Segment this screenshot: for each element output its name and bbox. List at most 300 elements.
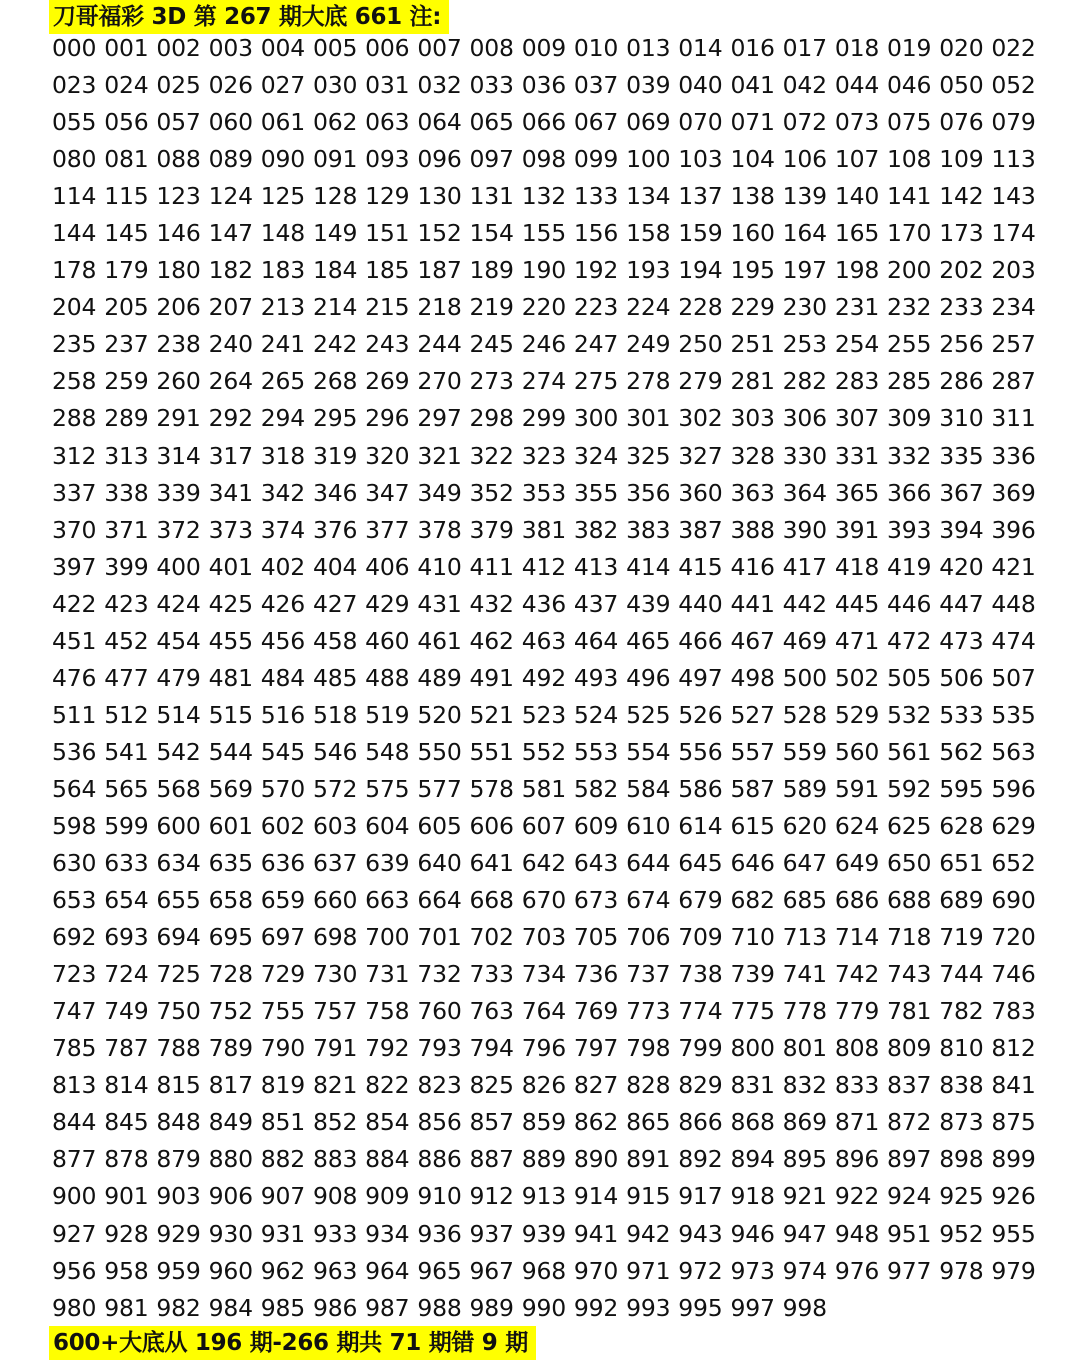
- number-cell: 779: [834, 997, 880, 1026]
- number-cell: 155: [521, 219, 566, 248]
- number-cell: 903: [156, 1182, 201, 1211]
- number-cell: 603: [312, 811, 358, 840]
- number-row: [52, 104, 1042, 141]
- number-cell: 808: [834, 1034, 880, 1063]
- number-cell: 489: [417, 663, 462, 692]
- number-cell: 144: [52, 219, 97, 248]
- number-cell: 660: [312, 886, 358, 915]
- number-cell: 415: [678, 552, 723, 581]
- number-cell: 797: [573, 1034, 619, 1063]
- number-cell: 682: [730, 886, 775, 915]
- number-cell: 887: [469, 1145, 514, 1174]
- number-cell: 081: [104, 145, 149, 174]
- number-row: [52, 1216, 1042, 1253]
- number-cell: 821: [312, 1071, 358, 1100]
- number-cell: 220: [521, 293, 566, 322]
- number-cell: 440: [678, 589, 723, 618]
- number-cell: 040: [678, 71, 723, 100]
- number-cell: 610: [626, 811, 671, 840]
- number-cell: 871: [834, 1108, 880, 1137]
- number-cell: 668: [469, 886, 514, 915]
- number-cell: 366: [887, 478, 932, 507]
- number-cell: 514: [156, 700, 201, 729]
- number-cell: 890: [573, 1145, 619, 1174]
- number-cell: 845: [104, 1108, 149, 1137]
- number-cell: 724: [104, 960, 149, 989]
- number-cell: 607: [521, 811, 566, 840]
- number-cell: 788: [156, 1034, 201, 1063]
- number-cell: 387: [678, 515, 723, 544]
- number-cell: 922: [834, 1182, 880, 1211]
- number-cell: 093: [365, 145, 410, 174]
- number-cell: 587: [730, 774, 775, 803]
- number-cell: 437: [573, 589, 619, 618]
- number-cell: 931: [260, 1219, 306, 1248]
- number-cell: 108: [887, 145, 932, 174]
- number-cell: 324: [573, 441, 619, 470]
- number-cell: 206: [156, 293, 201, 322]
- number-cell: 886: [417, 1145, 462, 1174]
- number-cell: 256: [939, 330, 984, 359]
- number-cell: 565: [104, 774, 149, 803]
- number-cell: 880: [208, 1145, 253, 1174]
- number-cell: 067: [573, 108, 619, 137]
- number-cell: 515: [208, 700, 253, 729]
- number-cell: 400: [156, 552, 201, 581]
- number-row: [52, 1104, 1042, 1141]
- number-cell: 725: [156, 960, 201, 989]
- number-cell: 658: [208, 886, 253, 915]
- number-cell: 330: [782, 441, 827, 470]
- number-cell: 187: [417, 256, 462, 285]
- number-cell: 192: [573, 256, 619, 285]
- number-cell: 997: [730, 1293, 775, 1322]
- number-row: [52, 845, 1042, 882]
- number-cell: 828: [626, 1071, 671, 1100]
- number-cell: 702: [469, 923, 514, 952]
- number-cell: 963: [312, 1256, 358, 1285]
- number-cell: 328: [730, 441, 775, 470]
- number-row: [52, 67, 1042, 104]
- number-cell: 291: [156, 404, 201, 433]
- number-cell: 369: [991, 478, 1036, 507]
- number-row: [52, 549, 1042, 586]
- number-cell: 341: [208, 478, 253, 507]
- number-cell: 420: [939, 552, 984, 581]
- number-cell: 143: [991, 182, 1036, 211]
- number-cell: 080: [52, 145, 97, 174]
- number-cell: 939: [521, 1219, 566, 1248]
- number-cell: 553: [573, 737, 619, 766]
- number-cell: 462: [469, 626, 514, 655]
- number-cell: 076: [939, 108, 984, 137]
- number-cell: 088: [156, 145, 201, 174]
- number-cell: 237: [104, 330, 149, 359]
- number-cell: 865: [626, 1108, 671, 1137]
- number-cell: 917: [678, 1182, 723, 1211]
- number-cell: 069: [626, 108, 671, 137]
- number-cell: 894: [730, 1145, 775, 1174]
- number-cell: 633: [104, 849, 149, 878]
- number-cell: 895: [782, 1145, 827, 1174]
- number-cell: 947: [782, 1219, 827, 1248]
- number-cell: 485: [312, 663, 358, 692]
- number-cell: 670: [521, 886, 566, 915]
- number-cell: 649: [834, 849, 880, 878]
- number-cell: 283: [834, 367, 880, 396]
- number-cell: 372: [156, 515, 201, 544]
- number-cell: 103: [678, 145, 723, 174]
- number-cell: 989: [469, 1293, 514, 1322]
- number-cell: 259: [104, 367, 149, 396]
- number-cell: 204: [52, 293, 97, 322]
- number-cell: 346: [312, 478, 358, 507]
- number-cell: 934: [365, 1219, 410, 1248]
- number-cell: 731: [365, 960, 410, 989]
- number-cell: 783: [991, 997, 1036, 1026]
- number-cell: 848: [156, 1108, 201, 1137]
- number-cell: 659: [260, 886, 306, 915]
- number-cell: 741: [782, 960, 827, 989]
- number-cell: 394: [939, 515, 984, 544]
- number-cell: 452: [104, 626, 149, 655]
- number-cell: 746: [991, 960, 1036, 989]
- number-cell: 213: [260, 293, 306, 322]
- number-cell: 481: [208, 663, 253, 692]
- number-cell: 347: [365, 478, 410, 507]
- number-cell: 214: [312, 293, 358, 322]
- number-cell: 734: [521, 960, 566, 989]
- number-cell: 790: [260, 1034, 306, 1063]
- number-cell: 070: [678, 108, 723, 137]
- number-cell: 060: [208, 108, 253, 137]
- number-row: [52, 771, 1042, 808]
- number-cell: 794: [469, 1034, 514, 1063]
- number-cell: 604: [365, 811, 410, 840]
- number-cell: 796: [521, 1034, 566, 1063]
- number-cell: 174: [991, 219, 1036, 248]
- number-cell: 115: [104, 182, 149, 211]
- number-cell: 476: [52, 663, 97, 692]
- number-cell: 952: [939, 1219, 984, 1248]
- number-cell: 075: [887, 108, 932, 137]
- number-cell: 710: [730, 923, 775, 952]
- number-row: [52, 1253, 1042, 1290]
- number-cell: 295: [312, 404, 358, 433]
- number-cell: 862: [573, 1108, 619, 1137]
- number-cell: 178: [52, 256, 97, 285]
- number-cell: 914: [573, 1182, 619, 1211]
- number-cell: 685: [782, 886, 827, 915]
- number-cell: 156: [573, 219, 619, 248]
- number-cell: 713: [782, 923, 827, 952]
- number-cell: 654: [104, 886, 149, 915]
- number-cell: 426: [260, 589, 306, 618]
- number-cell: 694: [156, 923, 201, 952]
- number-cell: 337: [52, 478, 97, 507]
- number-cell: 309: [887, 404, 932, 433]
- number-cell: 288: [52, 404, 97, 433]
- number-cell: 551: [469, 737, 514, 766]
- number-cell: 235: [52, 330, 97, 359]
- number-cell: 312: [52, 441, 97, 470]
- number-cell: 841: [991, 1071, 1036, 1100]
- number-row: [52, 882, 1042, 919]
- number-cell: 257: [991, 330, 1036, 359]
- number-cell: 164: [782, 219, 827, 248]
- number-cell: 287: [991, 367, 1036, 396]
- number-cell: 184: [312, 256, 358, 285]
- number-cell: 921: [782, 1182, 827, 1211]
- number-cell: 004: [260, 34, 306, 62]
- number-cell: 474: [991, 626, 1036, 655]
- number-cell: 561: [887, 737, 932, 766]
- number-cell: 303: [730, 404, 775, 433]
- number-cell: 497: [678, 663, 723, 692]
- number-cell: 422: [52, 589, 97, 618]
- number-cell: 250: [678, 330, 723, 359]
- number-cell: 878: [104, 1145, 149, 1174]
- number-cell: 491: [469, 663, 514, 692]
- number-cell: 511: [52, 700, 97, 729]
- number-cell: 037: [573, 71, 619, 100]
- number-cell: 525: [626, 700, 671, 729]
- number-cell: 703: [521, 923, 566, 952]
- number-cell: 907: [260, 1182, 306, 1211]
- number-cell: 219: [469, 293, 514, 322]
- number-cell: 569: [208, 774, 253, 803]
- number-cell: 528: [782, 700, 827, 729]
- number-cell: 286: [939, 367, 984, 396]
- number-cell: 079: [991, 108, 1036, 137]
- number-cell: 465: [626, 626, 671, 655]
- number-cell: 479: [156, 663, 201, 692]
- number-cell: 006: [365, 34, 410, 62]
- number-cell: 958: [104, 1256, 149, 1285]
- number-cell: 987: [365, 1293, 410, 1322]
- number-cell: 572: [312, 774, 358, 803]
- number-cell: 141: [887, 182, 932, 211]
- number-cell: 300: [573, 404, 619, 433]
- number-cell: 642: [521, 849, 566, 878]
- number-cell: 542: [156, 737, 201, 766]
- number-cell: 720: [991, 923, 1036, 952]
- number-cell: 527: [730, 700, 775, 729]
- number-cell: 925: [939, 1182, 984, 1211]
- number-cell: 974: [782, 1256, 827, 1285]
- number-cell: 728: [208, 960, 253, 989]
- number-cell: 414: [626, 552, 671, 581]
- number-cell: 244: [417, 330, 462, 359]
- number-cell: 629: [991, 811, 1036, 840]
- number-cell: 523: [521, 700, 566, 729]
- number-grid: [52, 30, 1042, 1327]
- number-cell: 493: [573, 663, 619, 692]
- number-cell: 992: [573, 1293, 619, 1322]
- number-cell: 062: [312, 108, 358, 137]
- number-cell: 906: [208, 1182, 253, 1211]
- number-cell: 023: [52, 71, 97, 100]
- number-cell: 757: [312, 997, 358, 1026]
- number-cell: 825: [469, 1071, 514, 1100]
- number-cell: 197: [782, 256, 827, 285]
- number-cell: 242: [312, 330, 358, 359]
- number-cell: 203: [991, 256, 1036, 285]
- number-row: [52, 1141, 1042, 1178]
- number-cell: 367: [939, 478, 984, 507]
- number-cell: 251: [730, 330, 775, 359]
- number-cell: 325: [626, 441, 671, 470]
- number-cell: 719: [939, 923, 984, 952]
- number-cell: 849: [208, 1108, 253, 1137]
- number-cell: 896: [834, 1145, 880, 1174]
- number-cell: 189: [469, 256, 514, 285]
- number-cell: 791: [312, 1034, 358, 1063]
- number-cell: 151: [365, 219, 410, 248]
- number-cell: 544: [208, 737, 253, 766]
- number-cell: 545: [260, 737, 306, 766]
- number-cell: 320: [365, 441, 410, 470]
- number-cell: 224: [626, 293, 671, 322]
- number-cell: 279: [678, 367, 723, 396]
- number-cell: 729: [260, 960, 306, 989]
- number-cell: 837: [887, 1071, 932, 1100]
- number-cell: 674: [626, 886, 671, 915]
- number-cell: 738: [678, 960, 723, 989]
- number-cell: 823: [417, 1071, 462, 1100]
- number-cell: 270: [417, 367, 462, 396]
- number-cell: 016: [730, 34, 775, 62]
- number-cell: 314: [156, 441, 201, 470]
- number-cell: 732: [417, 960, 462, 989]
- number-row: [52, 400, 1042, 437]
- number-cell: 014: [678, 34, 723, 62]
- number-cell: 431: [417, 589, 462, 618]
- number-cell: 774: [678, 997, 723, 1026]
- number-cell: 160: [730, 219, 775, 248]
- number-cell: 106: [782, 145, 827, 174]
- number-cell: 238: [156, 330, 201, 359]
- number-cell: 376: [312, 515, 358, 544]
- number-cell: 381: [521, 515, 566, 544]
- number-cell: 592: [887, 774, 932, 803]
- number-cell: 946: [730, 1219, 775, 1248]
- number-cell: 323: [521, 441, 566, 470]
- number-cell: 096: [417, 145, 462, 174]
- number-cell: 109: [939, 145, 984, 174]
- number-cell: 900: [52, 1182, 97, 1211]
- number-cell: 027: [260, 71, 306, 100]
- number-cell: 009: [521, 34, 566, 62]
- number-cell: 690: [991, 886, 1036, 915]
- number-cell: 205: [104, 293, 149, 322]
- number-cell: 370: [52, 515, 97, 544]
- number-cell: 744: [939, 960, 984, 989]
- number-cell: 578: [469, 774, 514, 803]
- number-row: [52, 623, 1042, 660]
- number-cell: 388: [730, 515, 775, 544]
- number-cell: 018: [834, 34, 880, 62]
- number-cell: 582: [573, 774, 619, 803]
- number-cell: 253: [782, 330, 827, 359]
- number-cell: 663: [365, 886, 410, 915]
- number-cell: 655: [156, 886, 201, 915]
- number-cell: 873: [939, 1108, 984, 1137]
- number-cell: 755: [260, 997, 306, 1026]
- number-cell: 498: [730, 663, 775, 692]
- number-cell: 851: [260, 1108, 306, 1137]
- number-cell: 254: [834, 330, 880, 359]
- number-cell: 313: [104, 441, 149, 470]
- number-cell: 562: [939, 737, 984, 766]
- number-cell: 899: [991, 1145, 1036, 1174]
- number-row: [52, 660, 1042, 697]
- number-cell: 652: [991, 849, 1036, 878]
- number-cell: 650: [887, 849, 932, 878]
- number-cell: 743: [887, 960, 932, 989]
- number-cell: 332: [887, 441, 932, 470]
- number-cell: 596: [991, 774, 1036, 803]
- number-cell: 714: [834, 923, 880, 952]
- number-cell: 775: [730, 997, 775, 1026]
- number-cell: 466: [678, 626, 723, 655]
- number-cell: 413: [573, 552, 619, 581]
- number-row: [52, 475, 1042, 512]
- number-cell: 467: [730, 626, 775, 655]
- number-cell: 645: [678, 849, 723, 878]
- number-cell: 327: [678, 441, 723, 470]
- number-cell: 606: [469, 811, 514, 840]
- number-row: [52, 734, 1042, 771]
- number-cell: 461: [417, 626, 462, 655]
- number-cell: 339: [156, 478, 201, 507]
- number-cell: 988: [417, 1293, 462, 1322]
- number-cell: 692: [52, 923, 97, 952]
- number-cell: 635: [208, 849, 253, 878]
- number-row: [52, 326, 1042, 363]
- number-cell: 246: [521, 330, 566, 359]
- number-cell: 889: [521, 1145, 566, 1174]
- number-cell: 342: [260, 478, 306, 507]
- number-cell: 124: [208, 182, 253, 211]
- number-cell: 664: [417, 886, 462, 915]
- number-row: [52, 141, 1042, 178]
- number-cell: 041: [730, 71, 775, 100]
- number-cell: 152: [417, 219, 462, 248]
- number-cell: 971: [626, 1256, 671, 1285]
- number-cell: 382: [573, 515, 619, 544]
- number-cell: 473: [939, 626, 984, 655]
- number-cell: 165: [834, 219, 880, 248]
- number-cell: 879: [156, 1145, 201, 1174]
- number-cell: 005: [312, 34, 358, 62]
- number-cell: 063: [365, 108, 410, 137]
- number-cell: 541: [104, 737, 149, 766]
- number-cell: 371: [104, 515, 149, 544]
- number-cell: 778: [782, 997, 827, 1026]
- number-cell: 020: [939, 34, 984, 62]
- number-cell: 968: [521, 1256, 566, 1285]
- number-cell: 355: [573, 478, 619, 507]
- number-cell: 984: [208, 1293, 253, 1322]
- number-cell: 533: [939, 700, 984, 729]
- number-cell: 686: [834, 886, 880, 915]
- number-cell: 321: [417, 441, 462, 470]
- number-cell: 134: [626, 182, 671, 211]
- number-cell: 625: [887, 811, 932, 840]
- number-cell: 379: [469, 515, 514, 544]
- number-cell: 417: [782, 552, 827, 581]
